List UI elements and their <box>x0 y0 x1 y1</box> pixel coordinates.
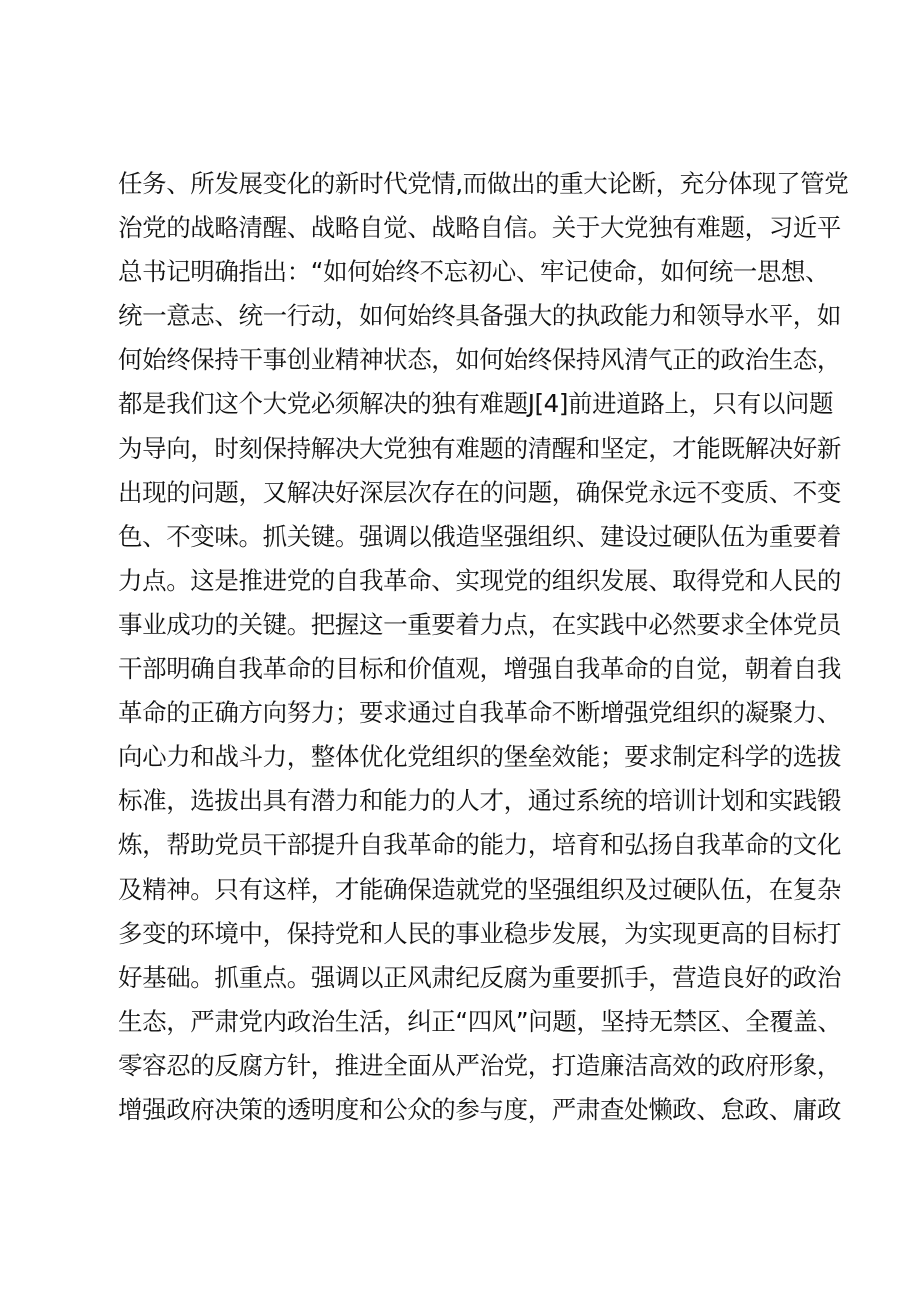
text-line: 统一意志、统一行动，如何始终具备强大的执政能力和领导水平，如 <box>118 301 841 331</box>
text-line: 增强政府决策的透明度和公众的参与度，严肃查处懒政、怠政、庸政 <box>118 1094 841 1124</box>
text-line: 生态，严肃党内政治生活，纠正“四风”问题，坚持无禁区、全覆盖、 <box>118 1006 842 1036</box>
text-line: 好基础。抓重点。强调以正风肃纪反腐为重要抓手，营造良好的政治 <box>118 962 841 992</box>
text-line: 标准，选拔出具有潜力和能力的人才，通过系统的培训计划和实践锻 <box>118 786 841 816</box>
text-line: 力点。这是推进党的自我革命、实现党的组织发展、取得党和人民的 <box>118 565 841 595</box>
text-line: 炼，帮助党员干部提升自我革命的能力，培育和弘扬自我革命的文化 <box>118 830 841 860</box>
text-line: 及精神。只有这样，才能确保造就党的坚强组织及过硬队伍，在复杂 <box>118 874 841 904</box>
text-line: 色、不变味。抓关键。强调以俄造坚强组织、建设过硬队伍为重要着 <box>118 521 841 551</box>
text-line: 事业成功的关键。把握这一重要着力点，在实践中必然要求全体党员 <box>118 609 841 639</box>
text-line: 多变的环境中，保持党和人民的事业稳步发展，为实现更高的目标打 <box>118 918 841 948</box>
text-line: 总书记明确指出：“如何始终不忘初心、牢记使命，如何统一思想、 <box>118 257 830 287</box>
body-paragraph <box>118 162 849 1132</box>
text-line: 都是我们这个大党必须解决的独有难题J[4]前进道路上，只有以问题 <box>118 389 834 419</box>
text-line: 何始终保持干事创业精神状态，如何始终保持风清气正的政治生态， <box>118 345 841 375</box>
text-line: 为导向，时刻保持解决大党独有难题的清醒和坚定，才能既解决好新 <box>118 433 841 463</box>
text-line: 任务、所发展变化的新时代党情,而做出的重大论断，充分体现了管党 <box>118 169 849 198</box>
text-line: 革命的正确方向努力；要求通过自我革命不断增强党组织的凝聚力、 <box>118 698 841 728</box>
text-line: 治党的战略清醒、战略自觉、战略自信。关于大党独有难题，习近平 <box>118 213 841 243</box>
text-line: 向心力和战斗力，整体优化党组织的堡垒效能；要求制定科学的选拔 <box>118 742 841 772</box>
text-line: 出现的问题，又解决好深层次存在的问题，确保党永远不变质、不变 <box>118 477 841 507</box>
text-line: 零容忍的反腐方针，推进全面从严治党，打造廉洁高效的政府形象， <box>118 1050 841 1080</box>
text-line: 干部明确自我革命的目标和价值观，增强自我革命的自觉，朝着自我 <box>118 654 841 684</box>
